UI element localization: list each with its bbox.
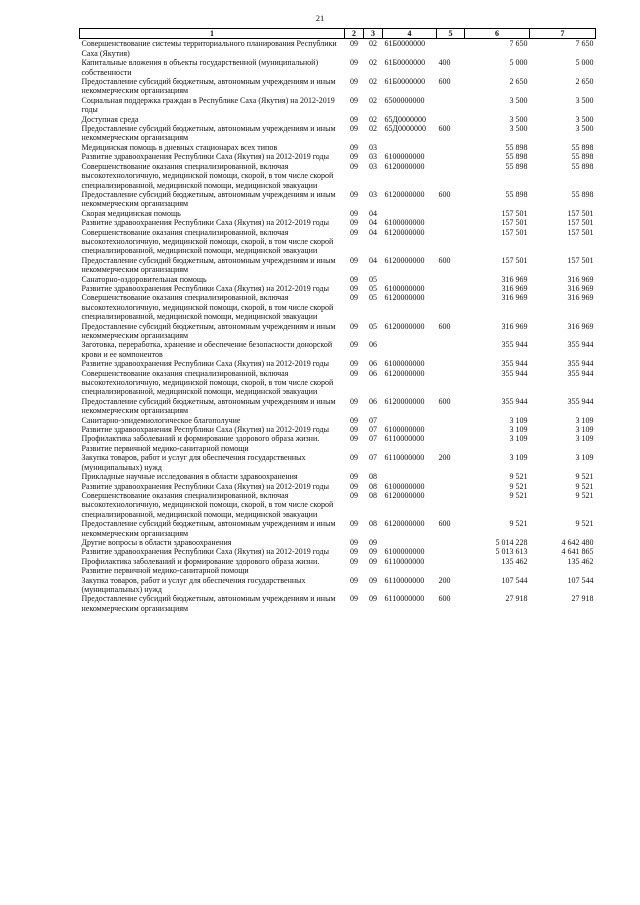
- row-amount-2: 157 501: [567, 218, 594, 228]
- row-expense-type: [437, 209, 465, 218]
- row-section: 09: [350, 556, 358, 566]
- row-expense-type: 600: [438, 255, 451, 265]
- table-row: [80, 557, 596, 576]
- row-amount-2: 9 521: [575, 481, 594, 491]
- table-row: [80, 284, 596, 293]
- budget-table: [79, 28, 596, 613]
- row-subsection: 09: [369, 537, 377, 547]
- row-section: 09: [350, 472, 358, 482]
- row-amount-2: 55 898: [571, 152, 594, 162]
- row-description: Предоставление субсидий бюджетным, автономным учреждениям и иным некоммерческим организациям: [81, 124, 336, 143]
- table-row: [80, 115, 596, 124]
- row-amount-2: 355 944: [567, 368, 594, 378]
- row-target-article: 6110000000: [384, 453, 425, 463]
- row-amount-1: 107 544: [501, 575, 528, 585]
- row-target-article: 6120000000: [384, 255, 425, 265]
- row-description: Развитие здравоохранения Республики Саха (Якутия) на 2012-2019 годы: [81, 152, 329, 162]
- table-row: [80, 293, 596, 321]
- row-amount-2: 157 501: [567, 208, 594, 218]
- row-subsection: 03: [369, 152, 377, 162]
- row-subsection: 06: [369, 340, 377, 350]
- row-expense-type: [437, 547, 465, 556]
- table-row: [80, 491, 596, 519]
- row-target-article: 6120000000: [384, 368, 425, 378]
- table-row: [80, 594, 596, 613]
- row-description: Доступная среда: [81, 114, 139, 124]
- row-expense-type: 600: [438, 594, 451, 604]
- row-target-article: [383, 472, 437, 481]
- row-target-article: 6120000000: [384, 321, 425, 331]
- table-row: [80, 58, 596, 77]
- row-expense-type: [437, 359, 465, 368]
- row-section: 09: [350, 340, 358, 350]
- row-subsection: 03: [369, 142, 377, 152]
- row-amount-2: 7 650: [575, 39, 594, 49]
- row-subsection: 06: [369, 368, 377, 378]
- row-amount-2: 316 969: [567, 283, 594, 293]
- row-expense-type: [437, 557, 465, 576]
- row-subsection: 07: [369, 415, 377, 425]
- table-row: [80, 538, 596, 547]
- row-amount-1: 55 898: [505, 152, 528, 162]
- row-description: Прикладные научные исследования в области здравоохранения: [81, 472, 298, 482]
- table-row: [80, 369, 596, 397]
- row-section: 09: [350, 283, 358, 293]
- row-section: 09: [350, 425, 358, 435]
- row-subsection: 02: [369, 39, 377, 49]
- row-expense-type: [437, 538, 465, 547]
- row-amount-1: 3 109: [509, 453, 528, 463]
- row-amount-2: 55 898: [571, 161, 594, 171]
- row-amount-2: 3 109: [575, 434, 594, 444]
- row-description: Развитие здравоохранения Республики Саха (Якутия) на 2012-2019 годы: [81, 547, 329, 557]
- row-expense-type: [437, 115, 465, 124]
- row-subsection: 06: [369, 359, 377, 369]
- row-expense-type: [437, 340, 465, 359]
- row-amount-2: 9 521: [575, 472, 594, 482]
- row-target-article: 61Б0000000: [384, 39, 426, 49]
- table-row: [80, 96, 596, 115]
- row-section: 09: [350, 359, 358, 369]
- row-amount-1: 316 969: [501, 283, 528, 293]
- row-subsection: 04: [369, 218, 377, 228]
- row-target-article: 6110000000: [384, 594, 425, 604]
- table-row: [80, 434, 596, 453]
- row-expense-type: [437, 472, 465, 481]
- column-header: 1: [80, 29, 345, 39]
- row-subsection: 08: [369, 519, 377, 529]
- column-header: 6: [465, 29, 530, 39]
- row-expense-type: 600: [438, 77, 451, 87]
- row-amount-2: 3 500: [575, 124, 594, 134]
- row-amount-1: 27 918: [505, 594, 528, 604]
- row-amount-2: 4 642 480: [561, 537, 594, 547]
- row-target-article: 65Д0000000: [384, 114, 426, 124]
- header-row: [80, 29, 596, 39]
- row-amount-1: 9 521: [509, 519, 528, 529]
- column-header: 5: [437, 29, 465, 39]
- row-expense-type: 200: [438, 453, 451, 463]
- row-target-article: [383, 340, 437, 359]
- row-expense-type: [437, 369, 465, 397]
- row-description: Предоставление субсидий бюджетным, автономным учреждениям и иным некоммерческим организациям: [81, 321, 336, 340]
- row-description: Другие вопросы в области здравоохранения: [81, 537, 232, 547]
- table-row: [80, 162, 596, 190]
- table-row: [80, 39, 596, 58]
- column-header: 2: [345, 29, 364, 39]
- row-section: 09: [350, 481, 358, 491]
- row-description: Профилактика заболеваний и формирование здорового образа жизни. Развитие первичной медико-санитарной помощи: [81, 556, 320, 576]
- row-target-article: [383, 416, 437, 425]
- row-target-article: [383, 209, 437, 218]
- row-amount-2: 107 544: [567, 575, 594, 585]
- row-amount-1: 9 521: [509, 481, 528, 491]
- row-description: Предоставление субсидий бюджетным, автономным учреждениям и иным некоммерческим организациям: [81, 255, 336, 275]
- row-amount-2: 3 500: [575, 114, 594, 124]
- row-subsection: 04: [369, 227, 377, 237]
- table-row: [80, 256, 596, 275]
- row-amount-2: 316 969: [567, 321, 594, 331]
- row-expense-type: 400: [438, 58, 451, 68]
- row-amount-2: 157 501: [567, 255, 594, 265]
- row-section: 09: [350, 142, 358, 152]
- row-description: Санаторно-оздоровительная помощь: [81, 274, 207, 284]
- row-description: Социальная поддержка граждан в Республике Саха (Якутия) на 2012-2019 годы: [81, 95, 335, 115]
- row-amount-2: 135 462: [567, 556, 594, 566]
- row-section: 09: [350, 124, 358, 134]
- row-amount-1: 135 462: [501, 556, 528, 566]
- row-amount-1: 316 969: [501, 274, 528, 284]
- row-section: 09: [350, 95, 358, 105]
- row-target-article: [383, 143, 437, 152]
- row-amount-1: 3 500: [509, 114, 528, 124]
- row-target-article: 6120000000: [384, 189, 425, 199]
- row-section: 09: [350, 218, 358, 228]
- row-subsection: 07: [369, 453, 377, 463]
- row-description: Капитальные вложения в объекты государственной (муниципальной) собственности: [81, 58, 319, 77]
- row-amount-2: 55 898: [571, 189, 594, 199]
- row-section: 09: [350, 575, 358, 585]
- row-description: Развитие здравоохранения Республики Саха (Якутия) на 2012-2019 годы: [81, 481, 329, 491]
- row-subsection: 02: [369, 58, 377, 68]
- row-section: 09: [350, 594, 358, 604]
- row-description: Медицинская помощь в дневных стационарах всех типов: [81, 142, 278, 152]
- table-row: [80, 359, 596, 368]
- row-subsection: 08: [369, 481, 377, 491]
- row-section: 09: [350, 434, 358, 444]
- row-subsection: 02: [369, 95, 377, 105]
- row-target-article: 6100000000: [384, 425, 425, 435]
- row-subsection: 08: [369, 490, 377, 500]
- row-description: Развитие здравоохранения Республики Саха (Якутия) на 2012-2019 годы: [81, 425, 329, 435]
- row-amount-2: 157 501: [567, 227, 594, 237]
- page-number: 21: [315, 13, 325, 23]
- row-subsection: 05: [369, 321, 377, 331]
- row-subsection: 04: [369, 255, 377, 265]
- row-description: Предоставление субсидий бюджетным, автономным учреждениям и иным некоммерческим организациям: [81, 396, 336, 416]
- row-amount-1: 157 501: [501, 218, 528, 228]
- row-description: Закупка товаров, работ и услуг для обеспечения государственных (муниципальных) нужд: [81, 575, 306, 594]
- row-section: 09: [350, 114, 358, 124]
- row-target-article: 6120000000: [384, 227, 425, 237]
- row-amount-1: 9 521: [509, 472, 528, 482]
- table-row: [80, 416, 596, 425]
- column-header: 7: [530, 29, 596, 39]
- row-expense-type: [437, 39, 465, 58]
- row-amount-1: 3 109: [509, 425, 528, 435]
- row-target-article: 6100000000: [384, 152, 425, 162]
- row-amount-2: 316 969: [567, 274, 594, 284]
- row-section: 09: [350, 255, 358, 265]
- row-expense-type: [437, 96, 465, 115]
- row-expense-type: [437, 152, 465, 161]
- table-row: [80, 472, 596, 481]
- row-amount-1: 55 898: [505, 189, 528, 199]
- row-target-article: 6120000000: [384, 490, 425, 500]
- row-description: Развитие здравоохранения Республики Саха (Якутия) на 2012-2019 годы: [81, 359, 329, 369]
- row-subsection: 09: [369, 547, 377, 557]
- row-section: 09: [350, 274, 358, 284]
- row-description: Профилактика заболеваний и формирование здорового образа жизни. Развитие первичной медико-санитарной помощи: [81, 434, 320, 453]
- row-amount-1: 55 898: [505, 161, 528, 171]
- row-expense-type: [437, 482, 465, 491]
- row-subsection: 05: [369, 274, 377, 284]
- row-amount-1: 3 500: [509, 124, 528, 134]
- row-expense-type: 600: [438, 124, 451, 134]
- row-amount-1: 157 501: [501, 208, 528, 218]
- row-description: Совершенствование оказания специализированной, включая высокотехнологичную, медицинской помощи, скорой, в том числе скорой специализированной, медицинской помощи, медицинской эвакуации: [81, 368, 334, 397]
- row-target-article: 65Д0000000: [384, 124, 426, 134]
- row-description: Скорая медицинская помощь: [81, 208, 181, 218]
- table-row: [80, 275, 596, 284]
- row-expense-type: 600: [438, 189, 451, 199]
- row-description: Предоставление субсидий бюджетным, автономным учреждениям и иным некоммерческим организациям: [81, 594, 336, 613]
- row-amount-2: 9 521: [575, 490, 594, 500]
- row-subsection: 03: [369, 189, 377, 199]
- row-section: 09: [350, 537, 358, 547]
- row-target-article: 6100000000: [384, 547, 425, 557]
- row-amount-1: 355 944: [501, 359, 528, 369]
- row-target-article: 6120000000: [384, 396, 425, 406]
- row-description: Предоставление субсидий бюджетным, автономным учреждениям и иным некоммерческим организациям: [81, 189, 336, 209]
- row-expense-type: [437, 425, 465, 434]
- row-target-article: 6100000000: [384, 218, 425, 228]
- row-target-article: 6100000000: [384, 283, 425, 293]
- table-row: [80, 453, 596, 472]
- column-header: 4: [383, 29, 437, 39]
- row-amount-1: 2 650: [509, 77, 528, 87]
- row-subsection: 09: [369, 575, 377, 585]
- row-amount-1: 3 500: [509, 95, 528, 105]
- row-section: 09: [350, 321, 358, 331]
- row-section: 09: [350, 368, 358, 378]
- table-row: [80, 228, 596, 256]
- row-subsection: 07: [369, 434, 377, 444]
- table-row: [80, 519, 596, 538]
- table-row: [80, 218, 596, 227]
- table-row: [80, 340, 596, 359]
- row-amount-1: 355 944: [501, 340, 528, 350]
- row-section: 09: [350, 293, 358, 303]
- column-header: 3: [364, 29, 383, 39]
- row-amount-2: 9 521: [575, 519, 594, 529]
- row-amount-1: 157 501: [501, 255, 528, 265]
- row-subsection: 05: [369, 283, 377, 293]
- row-description: Предоставление субсидий бюджетным, автономным учреждениям и иным некоммерческим организациям: [81, 519, 336, 538]
- row-amount-2: 2 650: [575, 77, 594, 87]
- row-amount-1: 5 013 613: [495, 547, 528, 557]
- row-description: Совершенствование оказания специализированной, включая высокотехнологичную, медицинской помощи, скорой, в том числе скорой специализированной, медицинской помощи, медицинской эвакуации: [81, 161, 334, 190]
- row-description: Совершенствование оказания специализированной, включая высокотехнологичную, медицинской помощи, скорой, в том числе скорой специализированной, медицинской помощи, медицинской эвакуации: [81, 227, 334, 256]
- row-expense-type: 600: [438, 396, 451, 406]
- table-row: [80, 190, 596, 209]
- row-subsection: 02: [369, 77, 377, 87]
- row-amount-1: 3 109: [509, 415, 528, 425]
- row-amount-1: 5 000: [509, 58, 528, 68]
- row-description: Совершенствование оказания специализированной, включая высокотехнологичную, медицинской помощи, скорой, в том числе скорой специализированной, медицинской помощи, медицинской эвакуации: [81, 293, 334, 322]
- row-target-article: 6120000000: [384, 519, 425, 529]
- row-target-article: 6110000000: [384, 434, 425, 444]
- row-amount-2: 355 944: [567, 340, 594, 350]
- row-target-article: 6100000000: [384, 359, 425, 369]
- row-description: Предоставление субсидий бюджетным, автономным учреждениям и иным некоммерческим организациям: [81, 77, 336, 96]
- table-row: [80, 425, 596, 434]
- row-description: Совершенствование оказания специализированной, включая высокотехнологичную, медицинской помощи, скорой, в том числе скорой специализированной, медицинской помощи, медицинской эвакуации: [81, 490, 334, 519]
- row-subsection: 09: [369, 556, 377, 566]
- row-section: 09: [350, 39, 358, 49]
- row-target-article: 6120000000: [384, 161, 425, 171]
- row-amount-2: 355 944: [567, 359, 594, 369]
- row-description: Закупка товаров, работ и услуг для обеспечения государственных (муниципальных) нужд: [81, 453, 306, 472]
- row-expense-type: [437, 284, 465, 293]
- row-subsection: 02: [369, 114, 377, 124]
- row-subsection: 03: [369, 161, 377, 171]
- row-expense-type: [437, 275, 465, 284]
- row-target-article: 61Б0000000: [384, 58, 426, 68]
- row-description: Развитие здравоохранения Республики Саха (Якутия) на 2012-2019 годы: [81, 218, 329, 228]
- row-expense-type: [437, 162, 465, 190]
- row-section: 09: [350, 547, 358, 557]
- row-amount-2: 27 918: [571, 594, 594, 604]
- row-section: 09: [350, 415, 358, 425]
- row-description: Совершенствование системы территориального планирования Республики Саха (Якутия): [81, 39, 337, 58]
- row-amount-2: 3 500: [575, 95, 594, 105]
- row-expense-type: 600: [438, 519, 451, 529]
- row-section: 09: [350, 77, 358, 87]
- row-amount-2: 5 000: [575, 58, 594, 68]
- row-expense-type: [437, 416, 465, 425]
- row-expense-type: 200: [438, 575, 451, 585]
- table-row: [80, 124, 596, 143]
- row-expense-type: 600: [438, 321, 451, 331]
- row-expense-type: [437, 293, 465, 321]
- row-expense-type: [437, 491, 465, 519]
- row-target-article: 6120000000: [384, 293, 425, 303]
- row-amount-2: 316 969: [567, 293, 594, 303]
- row-subsection: 02: [369, 124, 377, 134]
- row-target-article: 6110000000: [384, 556, 425, 566]
- table-row: [80, 547, 596, 556]
- row-section: 09: [350, 58, 358, 68]
- row-section: 09: [350, 189, 358, 199]
- row-amount-1: 5 014 228: [495, 537, 528, 547]
- row-amount-1: 7 650: [509, 39, 528, 49]
- row-amount-1: 3 109: [509, 434, 528, 444]
- row-subsection: 07: [369, 425, 377, 435]
- row-expense-type: [437, 218, 465, 227]
- table-row: [80, 576, 596, 595]
- row-section: 09: [350, 208, 358, 218]
- row-description: Развитие здравоохранения Республики Саха (Якутия) на 2012-2019 годы: [81, 283, 329, 293]
- row-amount-1: 355 944: [501, 368, 528, 378]
- row-amount-2: 355 944: [567, 396, 594, 406]
- table-row: [80, 152, 596, 161]
- row-section: 09: [350, 490, 358, 500]
- row-section: 09: [350, 519, 358, 529]
- row-description: Санитарно-эпидемиологическое благополучие: [81, 415, 241, 425]
- row-amount-2: 3 109: [575, 453, 594, 463]
- row-expense-type: [437, 143, 465, 152]
- row-subsection: 09: [369, 594, 377, 604]
- row-amount-1: 55 898: [505, 142, 528, 152]
- row-amount-1: 316 969: [501, 293, 528, 303]
- row-target-article: 6110000000: [384, 575, 425, 585]
- row-target-article: 61Б0000000: [384, 77, 426, 87]
- table-row: [80, 77, 596, 96]
- row-expense-type: [437, 434, 465, 453]
- row-section: 09: [350, 453, 358, 463]
- table-row: [80, 143, 596, 152]
- row-section: 09: [350, 227, 358, 237]
- row-section: 09: [350, 161, 358, 171]
- row-target-article: [383, 275, 437, 284]
- row-amount-1: 157 501: [501, 227, 528, 237]
- row-amount-2: 4 641 865: [561, 547, 594, 557]
- row-subsection: 04: [369, 208, 377, 218]
- row-section: 09: [350, 152, 358, 162]
- row-amount-1: 9 521: [509, 490, 528, 500]
- row-subsection: 05: [369, 293, 377, 303]
- row-amount-1: 316 969: [501, 321, 528, 331]
- row-target-article: [383, 538, 437, 547]
- table-row: [80, 397, 596, 416]
- row-expense-type: [437, 228, 465, 256]
- row-amount-1: 355 944: [501, 396, 528, 406]
- row-section: 09: [350, 396, 358, 406]
- table-row: [80, 209, 596, 218]
- table-row: [80, 322, 596, 341]
- row-amount-2: 3 109: [575, 415, 594, 425]
- row-target-article: 6100000000: [384, 481, 425, 491]
- table-row: [80, 482, 596, 491]
- row-amount-2: 3 109: [575, 425, 594, 435]
- row-subsection: 08: [369, 472, 377, 482]
- row-subsection: 06: [369, 396, 377, 406]
- row-amount-2: 55 898: [571, 142, 594, 152]
- row-target-article: 6500000000: [384, 95, 425, 105]
- row-description: Заготовка, переработка, хранение и обеспечение безопасности донорской крови и ее компонентов: [81, 340, 333, 359]
